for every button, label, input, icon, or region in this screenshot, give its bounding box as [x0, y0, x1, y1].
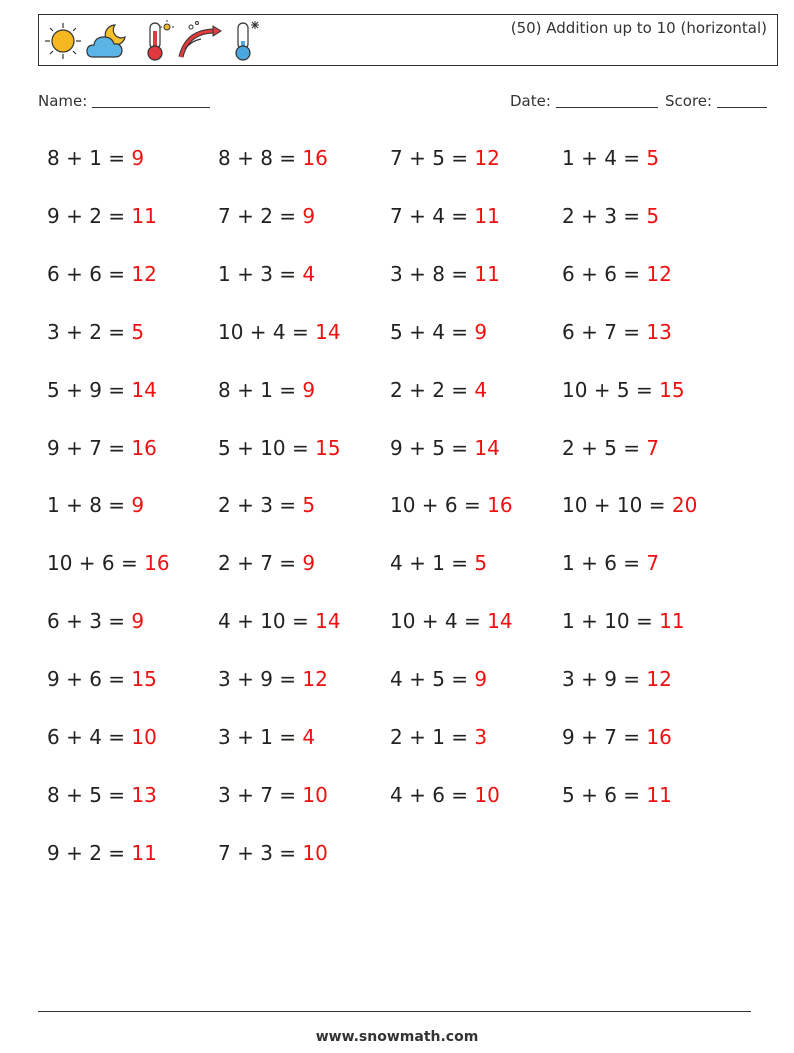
date-blank-line[interactable] — [556, 92, 658, 108]
problem-answer: 9 — [302, 377, 316, 402]
problem-item — [390, 609, 513, 633]
problem-answer: 16 — [646, 725, 672, 749]
problem-item — [562, 493, 697, 517]
problem-answer: 11 — [131, 203, 157, 228]
date-label: Date: — [510, 92, 551, 110]
problem-question: 2 + 2 = — [390, 377, 475, 402]
problem-item — [218, 204, 315, 228]
problem-item — [218, 725, 315, 749]
problem-item — [562, 320, 672, 344]
problem-item — [218, 493, 315, 517]
problem-question: 10 + 5 = — [562, 377, 660, 402]
problem-question: 1 + 8 = — [47, 493, 132, 518]
problem-answer: 13 — [131, 782, 157, 807]
problem-item — [218, 551, 315, 575]
problem-answer: 10 — [302, 782, 328, 807]
problem-item — [562, 204, 659, 228]
problem-question: 8 + 1 = — [218, 377, 303, 402]
problem-answer: 11 — [474, 203, 500, 228]
problem-question: 3 + 7 = — [218, 782, 303, 807]
problem-item — [562, 262, 672, 286]
problem-question: 5 + 4 = — [390, 319, 475, 344]
problem-item — [390, 551, 487, 575]
problem-item — [47, 320, 144, 344]
problem-question: 2 + 7 = — [218, 551, 303, 576]
problem-question: 6 + 4 = — [47, 725, 132, 749]
problem-answer: 16 — [131, 435, 157, 460]
problem-item — [562, 551, 659, 575]
cloud-moon-icon — [85, 19, 133, 63]
problem-item — [390, 783, 500, 807]
problem-answer: 4 — [302, 725, 316, 749]
problem-item — [390, 378, 487, 402]
problem-question: 6 + 6 = — [562, 261, 647, 286]
problem-item — [562, 436, 659, 460]
problem-question: 1 + 6 = — [562, 551, 647, 576]
problem-question: 1 + 10 = — [562, 609, 660, 634]
problem-question: 1 + 3 = — [218, 261, 303, 286]
problem-question: 10 + 6 = — [390, 493, 488, 518]
problem-item — [562, 146, 659, 170]
problem-answer: 14 — [131, 377, 157, 402]
problem-answer: 14 — [315, 609, 341, 634]
problem-item — [390, 146, 500, 170]
problem-item — [47, 551, 170, 575]
problem-question: 2 + 5 = — [562, 435, 647, 460]
problem-answer: 11 — [131, 840, 157, 865]
wind-icon — [177, 19, 223, 63]
problem-answer: 3 — [474, 725, 488, 749]
problem-item — [562, 378, 685, 402]
problem-answer: 15 — [659, 377, 685, 402]
problem-question: 9 + 2 = — [47, 840, 132, 865]
problem-answer: 20 — [671, 493, 698, 518]
problem-question: 4 + 5 = — [390, 667, 475, 692]
problem-question: 6 + 3 = — [47, 609, 132, 634]
problem-question: 2 + 3 = — [218, 493, 303, 518]
problem-question: 3 + 9 = — [218, 667, 303, 692]
problem-question: 9 + 5 = — [390, 435, 475, 460]
problem-question: 4 + 1 = — [390, 551, 475, 576]
problem-answer: 5 — [302, 493, 316, 518]
problem-question: 2 + 1 = — [390, 725, 475, 749]
problem-answer: 7 — [646, 435, 660, 460]
problem-item — [390, 667, 487, 691]
problem-answer: 11 — [659, 609, 685, 634]
problem-answer: 14 — [474, 435, 500, 460]
problem-answer: 9 — [131, 146, 145, 170]
problem-question: 10 + 10 = — [562, 493, 672, 518]
problem-question: 10 + 4 = — [218, 319, 316, 344]
problem-item — [47, 609, 144, 633]
problem-question: 5 + 10 = — [218, 435, 316, 460]
problem-answer: 11 — [646, 782, 672, 807]
problem-item — [47, 493, 144, 517]
problem-question: 10 + 6 = — [47, 551, 145, 576]
problem-item — [218, 609, 341, 633]
problem-answer: 4 — [474, 377, 488, 402]
problem-item — [47, 725, 157, 749]
problem-item — [390, 436, 500, 460]
problem-item — [47, 146, 144, 170]
problem-answer: 10 — [474, 782, 500, 807]
problem-question: 4 + 6 = — [390, 782, 475, 807]
problem-item — [390, 262, 500, 286]
problem-question: 5 + 6 = — [562, 782, 647, 807]
problem-question: 4 + 10 = — [218, 609, 316, 634]
problem-answer: 5 — [474, 551, 488, 576]
name-blank-line[interactable] — [92, 92, 210, 108]
problem-item — [390, 493, 513, 517]
problem-item — [218, 378, 315, 402]
problem-answer: 12 — [646, 261, 672, 286]
problem-answer: 12 — [302, 667, 328, 692]
problem-answer: 12 — [474, 146, 500, 170]
problem-question: 9 + 6 = — [47, 667, 132, 692]
problem-answer: 10 — [302, 840, 328, 865]
problem-item — [218, 667, 328, 691]
problem-question: 7 + 4 = — [390, 203, 475, 228]
problem-answer: 5 — [646, 203, 660, 228]
problem-item — [47, 841, 157, 865]
name-field — [38, 92, 210, 110]
problem-answer: 9 — [474, 667, 488, 692]
problem-item — [390, 320, 487, 344]
name-label: Name: — [38, 92, 88, 110]
problem-answer: 9 — [131, 493, 145, 518]
problem-question: 8 + 5 = — [47, 782, 132, 807]
problem-question: 9 + 7 = — [47, 435, 132, 460]
problem-answer: 16 — [302, 146, 328, 170]
problem-answer: 9 — [474, 319, 488, 344]
problem-answer: 14 — [315, 319, 341, 344]
problem-answer: 4 — [302, 261, 316, 286]
score-blank-line[interactable] — [717, 92, 767, 108]
problem-question: 6 + 6 = — [47, 261, 132, 286]
problem-question: 3 + 2 = — [47, 319, 132, 344]
problem-answer: 13 — [646, 319, 672, 344]
problem-item — [47, 436, 157, 460]
problem-answer: 10 — [131, 725, 157, 749]
problem-item — [390, 204, 500, 228]
problem-item — [47, 262, 157, 286]
problem-answer: 12 — [646, 667, 672, 692]
problem-answer: 5 — [646, 146, 660, 170]
weather-icons — [43, 19, 283, 63]
problem-answer: 15 — [315, 435, 341, 460]
thermometer-hot-icon — [141, 19, 175, 63]
problem-question: 5 + 9 = — [47, 377, 132, 402]
problem-item — [47, 378, 157, 402]
problem-item — [562, 609, 685, 633]
problem-answer: 9 — [302, 551, 316, 576]
problem-answer: 16 — [487, 493, 513, 518]
problem-question: 3 + 1 = — [218, 725, 303, 749]
problem-item — [562, 783, 672, 807]
problem-answer: 12 — [131, 261, 157, 286]
problem-question: 7 + 5 = — [390, 146, 475, 170]
sun-icon — [43, 19, 83, 63]
score-field — [665, 92, 767, 110]
problem-item — [390, 725, 487, 749]
problem-item — [218, 320, 341, 344]
thermometer-cold-icon — [229, 19, 263, 63]
problem-answer: 11 — [474, 261, 500, 286]
footer-url: www.snowmath.com — [315, 1029, 479, 1045]
problem-question: 7 + 2 = — [218, 203, 303, 228]
problem-answer: 9 — [302, 203, 316, 228]
score-label: Score: — [665, 92, 713, 110]
problem-question: 3 + 9 = — [562, 667, 647, 692]
problem-answer: 7 — [646, 551, 660, 576]
problem-question: 10 + 4 = — [390, 609, 488, 634]
problem-item — [47, 667, 157, 691]
problem-question: 9 + 2 = — [47, 203, 132, 228]
date-field — [510, 92, 658, 110]
problem-answer: 14 — [487, 609, 513, 634]
problem-item — [218, 436, 341, 460]
problem-item — [218, 262, 315, 286]
problem-item — [218, 146, 328, 170]
problem-answer: 16 — [144, 551, 170, 576]
problem-question: 8 + 1 = — [47, 146, 132, 170]
problem-question: 1 + 4 = — [562, 146, 647, 170]
problem-item — [47, 204, 157, 228]
problem-item — [218, 783, 328, 807]
problem-answer: 15 — [131, 667, 157, 692]
problem-question: 6 + 7 = — [562, 319, 647, 344]
footer-divider — [38, 1011, 751, 1012]
worksheet-title: (50) Addition up to 10 (horizontal) — [510, 19, 767, 37]
problem-item — [218, 841, 328, 865]
header-box — [38, 14, 778, 66]
problem-question: 7 + 3 = — [218, 840, 303, 865]
problem-question: 8 + 8 = — [218, 146, 303, 170]
problem-item — [562, 725, 672, 749]
problem-answer: 5 — [131, 319, 145, 344]
problem-item — [562, 667, 672, 691]
problem-question: 9 + 7 = — [562, 725, 647, 749]
problem-question: 3 + 8 = — [390, 261, 475, 286]
problem-question: 2 + 3 = — [562, 203, 647, 228]
problem-item — [47, 783, 157, 807]
problem-answer: 9 — [131, 609, 145, 634]
